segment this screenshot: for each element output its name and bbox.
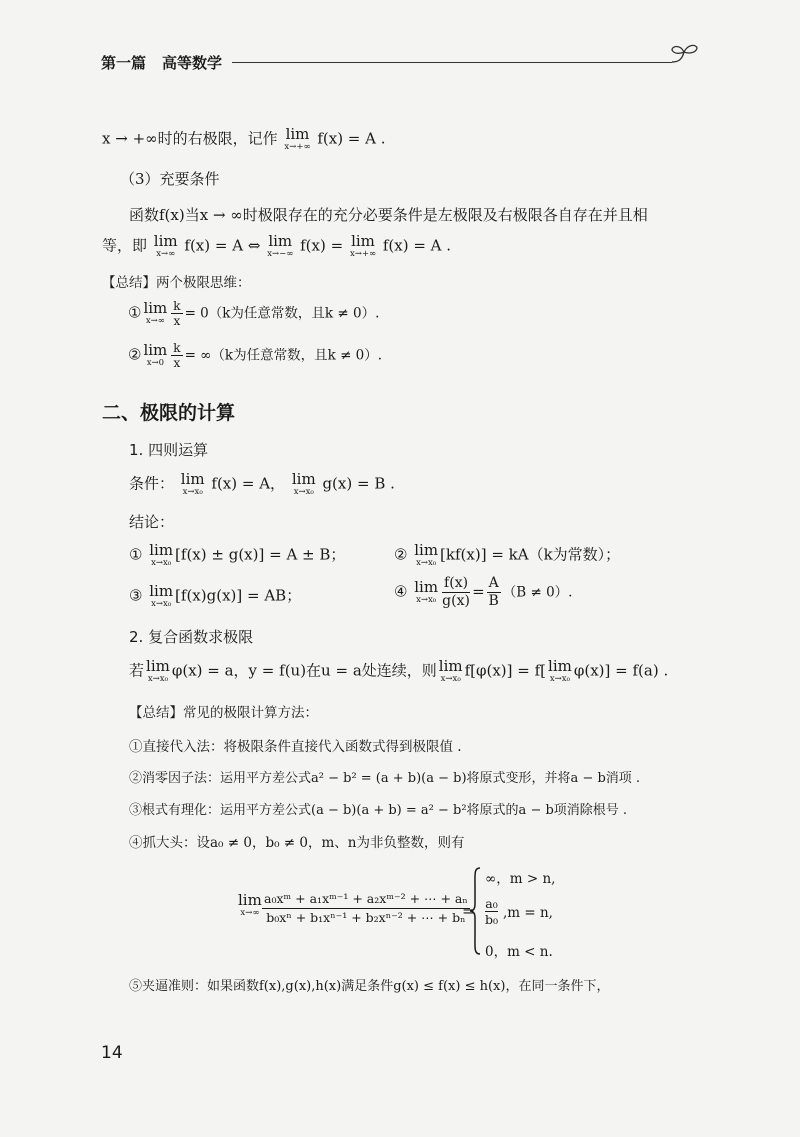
case-2-tail: ,m = n, (503, 905, 553, 921)
cond3-title: （3）充要条件 (120, 170, 220, 188)
right-limit-line (102, 127, 386, 152)
rule-1: ① lim x→x₀ [f(x) ± g(x)] = A ± B； (129, 541, 346, 568)
lim-op: lim x→x₀ (180, 470, 205, 497)
lim-op: lim x→x₀ (438, 657, 463, 684)
sprout-icon (666, 38, 702, 68)
limit-thinking-1: ① lim x→∞ $\frac{k}{x}$ = 0（k为任意常数，且k ≠ 0）. (128, 299, 380, 328)
subsection-title: 2. 复合函数求极限 (129, 628, 254, 646)
header-part: 第一篇 (101, 54, 147, 72)
lim-op: lim x→∞ (238, 891, 262, 918)
fraction-A-over-B: $\frac{A}{B}$ (488, 575, 499, 609)
summary-1: 【总结】两个极限思维： (102, 275, 251, 291)
lim-op: lim x→x₀ (548, 657, 572, 684)
subsection-title: 1. 四则运算 (129, 441, 209, 459)
lim-op: lim x→∞ (143, 299, 168, 327)
composite-line: 若 lim x→x₀ φ(x) = a，y = f(u)在u = a处连续，则 lim x→x₀ f[φ(x)] = f[ lim x→x₀ φ(x)] = f(a) . (129, 657, 669, 684)
cond3-line1: 函数f(x)当x → ∞时极限存在的充分必要条件是左极限及右极限各自存在并且相 (129, 206, 648, 224)
lim-op: lim x→x₀ (414, 578, 439, 606)
condition-line: 条件： lim x→x₀ f(x) = A， lim x→x₀ g(x) = B . (129, 470, 395, 497)
lim-op: lim x→0 (143, 341, 168, 369)
rule-3: ③ lim x→x₀ [f(x)g(x)] = AB； (129, 582, 302, 609)
lim-op: lim x→x₀ (149, 541, 174, 568)
big-fraction (262, 890, 470, 927)
right-limit-tail: f(x) = A . (317, 129, 386, 148)
left-brace (468, 866, 482, 956)
header-subject: 高等数学 (162, 54, 223, 72)
rule-4: ④ lim x→x₀ $\frac{f(x)}{g(x)}$ = $\frac{A}{B}$ （B ≠ 0）. (394, 575, 573, 609)
method-3: ③根式有理化：运用平方差公式(a − b)(a + b) = a² − b²将原式的a − b项消除根号 . (129, 803, 628, 818)
fraction-f-over-g: $\frac{f(x)}{g(x)}$ (442, 575, 470, 609)
rule-2: ② lim x→x₀ [kf(x)] = kA（k为常数）； (394, 541, 621, 568)
big-limit (236, 893, 264, 918)
big-fraction-numerator: a₀xᵐ + a₁xᵐ⁻¹ + a₂xᵐ⁻² + ⋯ + aₙ (262, 890, 470, 909)
page-number: 14 (101, 1043, 123, 1063)
limit-thinking-2: ② lim x→0 $\frac{k}{x}$ = ∞（k为任意常数，且k ≠ 0）. (128, 341, 383, 370)
section-title: 二、极限的计算 (102, 402, 236, 424)
case-2-fraction: a₀ b₀ (485, 896, 499, 927)
method-2: ②消零因子法：运用平方差公式a² − b² = (a + b)(a − b)将原式变形，并将a − b消项 . (129, 771, 641, 786)
lim-op: lim x→x₀ (146, 657, 170, 684)
case-1: ∞，m > n, (485, 871, 556, 887)
big-fraction-denominator: b₀xⁿ + b₁xⁿ⁻¹ + b₂xⁿ⁻² + ⋯ + bₙ (266, 910, 466, 925)
method-5: ⑤夹逼准则：如果函数f(x),g(x),h(x)满足条件g(x) ≤ f(x) ≤ h(x)，在同一条件下， (129, 979, 610, 994)
lim-op: lim x→−∞ (267, 232, 294, 259)
conclusion-label: 结论： (129, 513, 175, 531)
fraction-k-over-x: $\frac{k}{x}$ (173, 299, 181, 328)
equals-sign: = (462, 902, 475, 920)
case-3: 0，m < n. (485, 944, 553, 960)
summary-2: 【总结】常见的极限计算方法： (129, 705, 318, 721)
header-rule (232, 62, 672, 63)
lim-op: lim x→x₀ (414, 541, 439, 568)
lim-op: lim x→x₀ (149, 582, 174, 609)
right-limit-text: x → +∞时的右极限，记作 (102, 129, 278, 148)
method-1: ①直接代入法：将极限条件直接代入函数式得到极限值 . (129, 739, 462, 755)
cond3-line2: 等，即 lim x→∞ f(x) = A ⇔ lim x→−∞ f(x) = lim x→+∞ f(x) = A . (102, 232, 452, 259)
method-4: ④抓大头：设a₀ ≠ 0，b₀ ≠ 0，m、n为非负整数，则有 (129, 835, 465, 851)
lim-op: lim x→+∞ (284, 125, 311, 152)
lim-op: lim x→x₀ (291, 470, 316, 497)
fraction-k-over-x: $\frac{k}{x}$ (173, 341, 181, 370)
lim-op: lim x→+∞ (349, 232, 377, 259)
lim-op: lim x→∞ (153, 232, 178, 259)
